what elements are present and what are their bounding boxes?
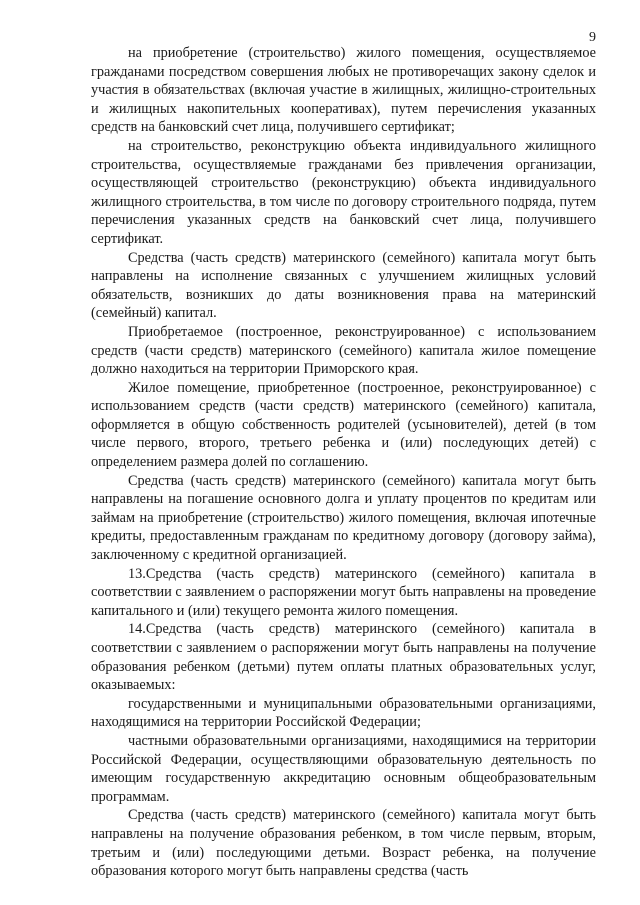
paragraph-prior-obligations: Средства (часть средств) материнского (семейного) капитала могут быть направлены на исполнение связанных с улучшением жилищных условий обязательств, возникших до даты возникновения права на материнский (семейный) капитал. bbox=[91, 249, 596, 322]
paragraph-territory: Приобретаемое (построенное, реконструированное) с использованием средств (части средств) материнского (семейного) капитала жилое помещение должно находиться на территории Приморского края. bbox=[91, 323, 596, 378]
paragraph-ownership: Жилое помещение, приобретенное (построенное, реконструированное) с использованием средств (части средств) материнского (семейного) капитала, оформляется в общую собственность родителей (усыновителей), детей (в том числе первого, второго, третьего ребенка и (или) последующих детей) с определением размера долей по соглашению. bbox=[91, 379, 596, 471]
page-number: 9 bbox=[589, 30, 596, 45]
paragraph-private-organizations: частными образовательными организациями, находящимися на территории Российской Федерации, осуществляющими образовательную деятельность по имеющим государственную аккредитацию основным общеобразовательным программам. bbox=[91, 732, 596, 805]
paragraph-item-13-repair: 13.Средства (часть средств) материнского (семейного) капитала в соответствии с заявлением о распоряжении могут быть направлены на проведение капитального и (или) текущего ремонта жилого помещения. bbox=[91, 565, 596, 619]
paragraph-item-14-education: 14.Средства (часть средств) материнского (семейного) капитала в соответствии с заявлением о распоряжении могут быть направлены на получение образования ребенком (детьми) путем оплаты платных образовательных услуг, оказываемых: bbox=[91, 621, 596, 694]
paragraph-acquisition: на приобретение (строительство) жилого помещения, осуществляемое гражданами посредством совершения любых не противоречащих закону сделок и участия в обязательствах (включая участие в жилищных, жилищно-строительных и жилищных накопительных кооперативах), путем перечисления указанных средств на банковский счет лица, получившего сертификат; bbox=[91, 45, 596, 136]
paragraph-construction: на строительство, реконструкцию объекта индивидуального жилищного строительства, осуществляемые гражданами без привлечения организации, осуществляющей строительство (реконструкцию) объекта индивидуального жилищного строительства, в том числе по договору строительного подряда, путем перечисления указанных средств на банковский счет лица, получившего сертификат. bbox=[91, 137, 596, 247]
document-body bbox=[91, 44, 596, 881]
paragraph-child-education: Средства (часть средств) материнского (семейного) капитала могут быть направлены на получение образования ребенком, в том числе первым, вторым, третьим и (или) последующими детьми. Возраст ребенка, на получение образования которого могут быть направлены средства (часть bbox=[91, 807, 596, 880]
paragraph-state-organizations: государственными и муниципальными образовательными организациями, находящимися на территории Российской Федерации; bbox=[91, 695, 596, 731]
paragraph-loans: Средства (часть средств) материнского (семейного) капитала могут быть направлены на погашение основного долга и уплату процентов по кредитам или займам на приобретение (строительство) жилого помещения, включая ипотечные кредиты, предоставленным гражданам по кредитному договору (договору займа), заключенному с кредитной организацией. bbox=[91, 472, 596, 564]
